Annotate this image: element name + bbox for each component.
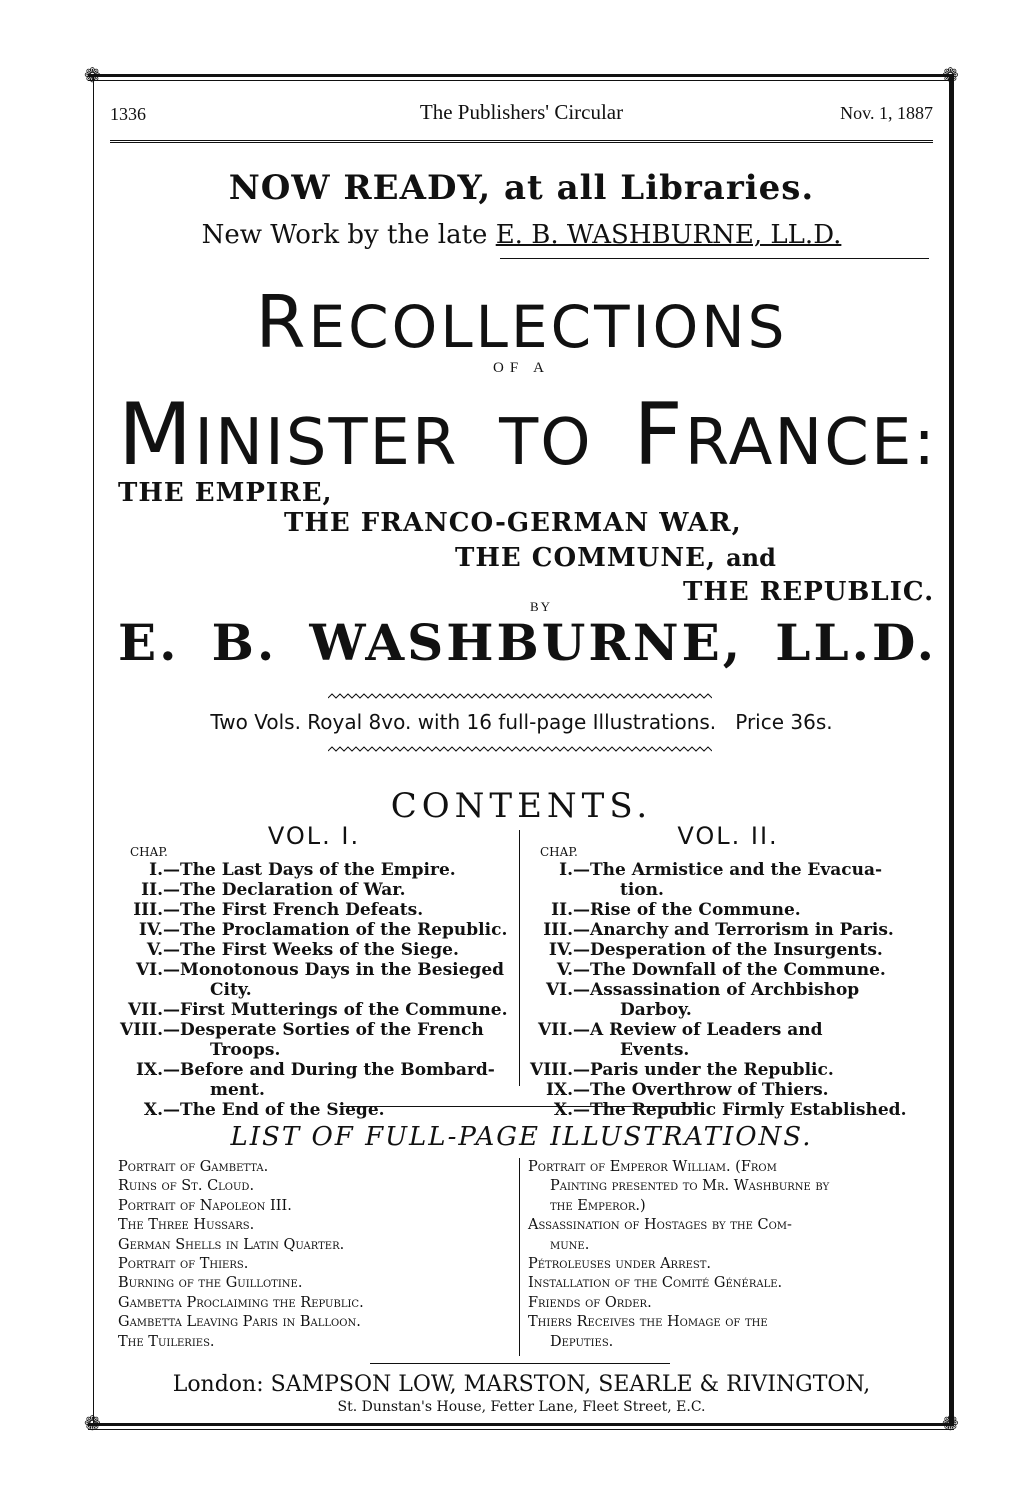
issue-date: Nov. 1, 1887 [840,103,933,123]
chapter-title-line: Anarchy and Terrorism in Paris. [590,920,894,940]
illustration-item [528,1294,928,1313]
chapter-item [118,1020,510,1060]
illustration-item [528,1274,928,1293]
chapter-title [180,1020,510,1060]
chapter-title-line: The First Weeks of the Siege. [180,940,459,960]
chapter-title-line: Before and During the Bombard- [180,1060,495,1080]
vol1-title: VOL. I. [267,822,361,850]
left-border-rule [93,74,94,1424]
chapter-item [118,1000,510,1020]
chapter-title [180,1060,510,1100]
illustration-item: Portrait of Thiers. [118,1256,249,1273]
chapter-title [590,1080,928,1100]
chapter-number: II.— [141,880,180,900]
contents-heading: CONTENTS. [390,786,653,826]
chapter-title-line: The End of the Siege. [180,1100,385,1120]
page-header [110,100,933,130]
of-a-text: OF A [493,360,550,376]
illustration-item: Portrait of Napoleon III. [118,1197,292,1214]
book-title-line1: RECOLLECTIONS [255,280,788,364]
illustration-item [528,1216,928,1255]
header-rule [110,140,933,143]
subtitle-empire: THE EMPIRE, [118,478,333,508]
contents-vol2 [528,822,928,1120]
price: Price 36s. [735,710,833,734]
illustration-item: Burning of the Guillotine. [118,1275,303,1292]
illustration-line: the Emperor.) [550,1197,646,1214]
chapter-item [118,960,510,1000]
chapter-title-line: The Republic Firmly Established. [590,1100,907,1120]
chapter-number: X.— [143,1100,180,1120]
illustration-line: mune. [550,1236,590,1253]
zigzag-ornament [328,692,712,700]
illustration-line: Painting presented to Mr. Washburne by [550,1178,830,1195]
chapter-title-line: Monotonous Days in the Besieged [180,960,505,980]
chapter-item [118,1060,510,1100]
contents-vol1 [118,822,510,1120]
bottom-border-rule [88,1423,954,1426]
chapter-item [528,960,928,980]
underline-rule [500,258,929,259]
chapter-title-line: Darboy. [620,1000,692,1020]
title-word-france: FRANCE: [633,385,937,485]
chapter-title [590,860,928,900]
chapter-number: III.— [133,900,180,920]
illustration-item: Ruins of St. Cloud. [118,1178,255,1195]
corner-ornament-icon: ❁ [942,65,959,87]
illustration-line: Installation of the Comité Générale. [528,1275,783,1292]
illustration-item: Portrait of Gambetta. [118,1159,269,1175]
chapter-item [528,1020,928,1060]
chapter-item [528,1100,928,1120]
chapter-title [180,960,510,1000]
chapter-title-line: The Armistice and the Evacua- [590,860,883,880]
chapter-number: IV.— [548,940,590,960]
illustration-line: Pétroleuses under Arrest. [528,1256,712,1273]
zigzag-ornament [328,745,712,753]
chapter-title-line: Desperation of the Insurgents. [590,940,883,960]
vol2-chapter-list [528,860,928,1120]
page-number: 1336 [110,104,146,124]
chapter-title [180,880,510,900]
corner-ornament-icon: ❁ [84,1413,101,1435]
chapter-title [180,1000,510,1020]
chapter-title [590,960,928,980]
illustration-item [528,1255,928,1274]
illustrations-right-list [528,1158,928,1352]
illustration-line: Assassination of Hostages by the Com- [528,1217,792,1234]
edition-details: Two Vols. Royal 8vo. with 16 full-page Illustrations. Price 36s. [210,710,833,734]
chapter-item [528,1080,928,1100]
contents-column-divider [519,830,520,1086]
title-word-to: TO [499,406,593,480]
illustration-line: Thiers Receives the Homage of the [528,1314,768,1331]
chapter-number: IX.— [135,1060,180,1080]
corner-ornament-icon: ❁ [84,65,101,87]
chapter-number: VI.— [135,960,180,980]
chapter-title-line: Troops. [210,1040,281,1060]
illustration-item [528,1158,928,1216]
chapter-number: V.— [146,940,180,960]
chapter-number: II.— [551,900,590,920]
chap-label: CHAP. [130,845,168,859]
chapter-number: I.— [149,860,180,880]
illustration-line: Portrait of Emperor William. (From [528,1159,777,1175]
chapter-title [590,980,928,1020]
chapter-item [528,920,928,940]
chapter-title-line: ment. [210,1080,265,1100]
subtitle-commune: THE COMMUNE, and [455,543,776,573]
chapter-title-line: A Review of Leaders and [590,1020,823,1040]
chapter-number: V.— [556,960,590,980]
illustration-item: The Tuileries. [118,1333,215,1350]
chapter-title-line: The Declaration of War. [180,880,406,900]
chapter-title [590,1020,928,1060]
vol1-chapter-list [118,860,510,1120]
chapter-title-line: tion. [620,880,664,900]
chapter-number: VII.— [127,1000,180,1020]
publisher-address: St. Dunstan's House, Fetter Lane, Fleet Street, E.C. [337,1399,706,1415]
top-border-rule [88,74,954,77]
book-title-line2 [118,382,937,485]
chapter-item [118,880,510,900]
chapter-number: VI.— [545,980,590,1000]
chapter-number: VII.— [537,1020,590,1040]
now-ready-heading: NOW READY, at all Libraries. [228,168,815,208]
chapter-title-line: The First French Defeats. [180,900,424,920]
illustration-item: The Three Hussars. [118,1217,255,1234]
chapter-title [590,1100,928,1120]
publication-title: The Publishers' Circular [419,100,624,124]
chapter-item [528,980,928,1020]
subtitle-republic: THE REPUBLIC. [683,577,935,607]
chapter-item [118,940,510,960]
chapter-title [180,900,510,920]
illustration-line: Deputies. [550,1333,614,1350]
chapter-number: III.— [543,920,590,940]
chapter-title [180,1100,510,1120]
chapter-title [590,920,928,940]
chapter-item [528,900,928,920]
chapter-title [590,1060,928,1080]
chapter-item [528,860,928,900]
subtitle-war: THE FRANCO-GERMAN WAR, [284,508,742,538]
chapter-title-line: The Overthrow of Thiers. [590,1080,829,1100]
corner-ornament-icon: ❁ [942,1413,959,1435]
illustrations-left-list [118,1158,510,1352]
chapter-item [118,1100,510,1120]
chapter-title [180,860,510,880]
chapter-title [590,900,928,920]
illustration-item: German Shells in Latin Quarter. [118,1236,345,1253]
chapter-title-line: Events. [620,1040,690,1060]
new-work-author: E. B. WASHBURNE, LL.D. [495,220,842,250]
chapter-number: IV.— [138,920,180,940]
right-border-rule [949,74,954,1424]
by-text: BY [530,599,553,614]
illustration-item: Gambetta Leaving Paris in Balloon. [118,1314,361,1331]
chap-label: CHAP. [540,845,578,859]
new-work-prefix: New Work by the late [201,220,488,250]
chapter-title-line: Assassination of Archbishop [590,980,860,1000]
chapter-item [118,920,510,940]
chapter-title-line: Rise of the Commune. [590,900,801,920]
illustration-item: Gambetta Proclaiming the Republic. [118,1294,364,1311]
chapter-item [118,900,510,920]
publisher-line: London: SAMPSON LOW, MARSTON, SEARLE & RIVINGTON, [172,1372,871,1397]
chapter-number: I.— [559,860,590,880]
chapter-title-line: City. [210,980,252,1000]
chapter-number: VIII.— [120,1020,180,1040]
illustrations-column-divider [519,1158,520,1356]
chapter-item [528,940,928,960]
footer-rule [370,1363,670,1364]
section-rule [340,1106,700,1107]
illustrations-heading: LIST OF FULL-PAGE ILLUSTRATIONS. [230,1122,813,1152]
chapter-title [590,940,928,960]
author-name: E. B. WASHBURNE, LL.D. [118,612,937,672]
chapter-title [180,920,510,940]
chapter-number: X.— [553,1100,590,1120]
title-word-minister: MINISTER [118,385,459,485]
new-work-line [110,220,933,250]
chapter-title-line: The Proclamation of the Republic. [180,920,508,940]
chapter-number: VIII.— [530,1060,590,1080]
chapter-item [528,1060,928,1080]
illustration-line: Friends of Order. [528,1294,652,1311]
vol2-title: VOL. II. [677,822,779,850]
chapter-item [118,860,510,880]
illustration-item [528,1313,928,1352]
chapter-title [180,940,510,960]
chapter-title-line: Paris under the Republic. [590,1060,834,1080]
chapter-title-line: Desperate Sorties of the French [180,1020,484,1040]
chapter-title-line: The Downfall of the Commune. [590,960,886,980]
chapter-number: IX.— [545,1080,590,1100]
chapter-title-line: First Mutterings of the Commune. [180,1000,508,1020]
chapter-title-line: The Last Days of the Empire. [180,860,456,880]
